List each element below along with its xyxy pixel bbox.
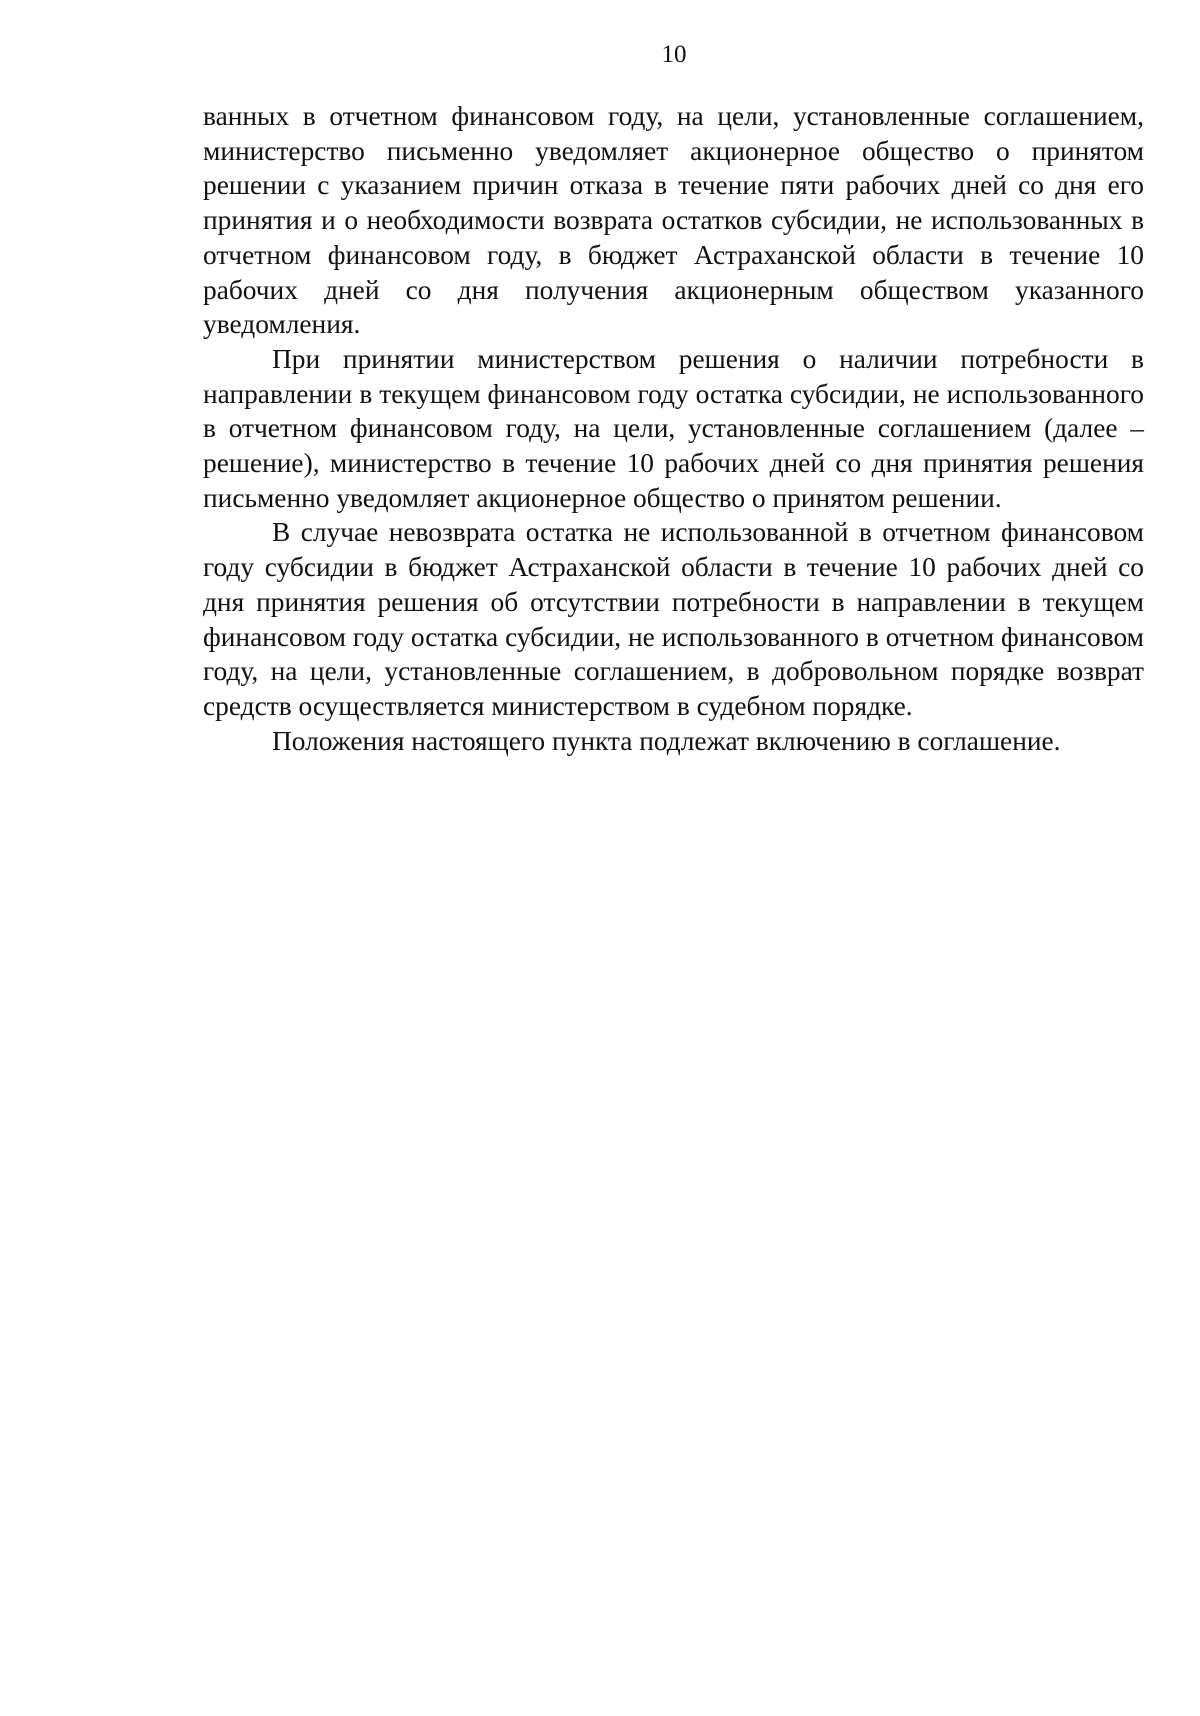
paragraph-non-return: В случае невозврата остатка не использованной в отчетном финансовом году субсидии в бюджет Астраханской области в течение 10 рабочих дней со дня принятия решения об отсутствии потребности в направлении в текущем финансовом году остатка субсидии, не использованного в отчетном финансовом году, на цели, установленные соглашением, в добровольном порядке возврат средств осуществляется министерством в судебном порядке. bbox=[203, 517, 1144, 721]
page-number: 10 bbox=[661, 41, 687, 68]
document-body bbox=[203, 99, 1144, 758]
paragraph-agreement-inclusion: Положения настоящего пункта подлежат включению в соглашение. bbox=[272, 725, 1061, 756]
paragraph-continuation: ванных в отчетном финансовом году, на цели, установленные соглашением, министерство письменно уведомляет акционерное общество о принятом решении с указанием причин отказа в течение пяти рабочих дней со дня его принятия и о необходимости возврата остатков субсидии, не использованных в отчетном финансовом году, в бюджет Астраханской области в течение 10 рабочих дней со дня получения акционерным обществом указанного уведомления. bbox=[203, 101, 1144, 340]
paragraph-decision-notice: При принятии министерством решения о наличии потребности в направлении в текущем финансовом году остатка субсидии, не использованного в отчетном финансовом году, на цели, установленные соглашением (далее – решение), министерство в течение 10 рабочих дней со дня принятия решения письменно уведомляет акционерное общество о принятом решении. bbox=[203, 343, 1144, 513]
